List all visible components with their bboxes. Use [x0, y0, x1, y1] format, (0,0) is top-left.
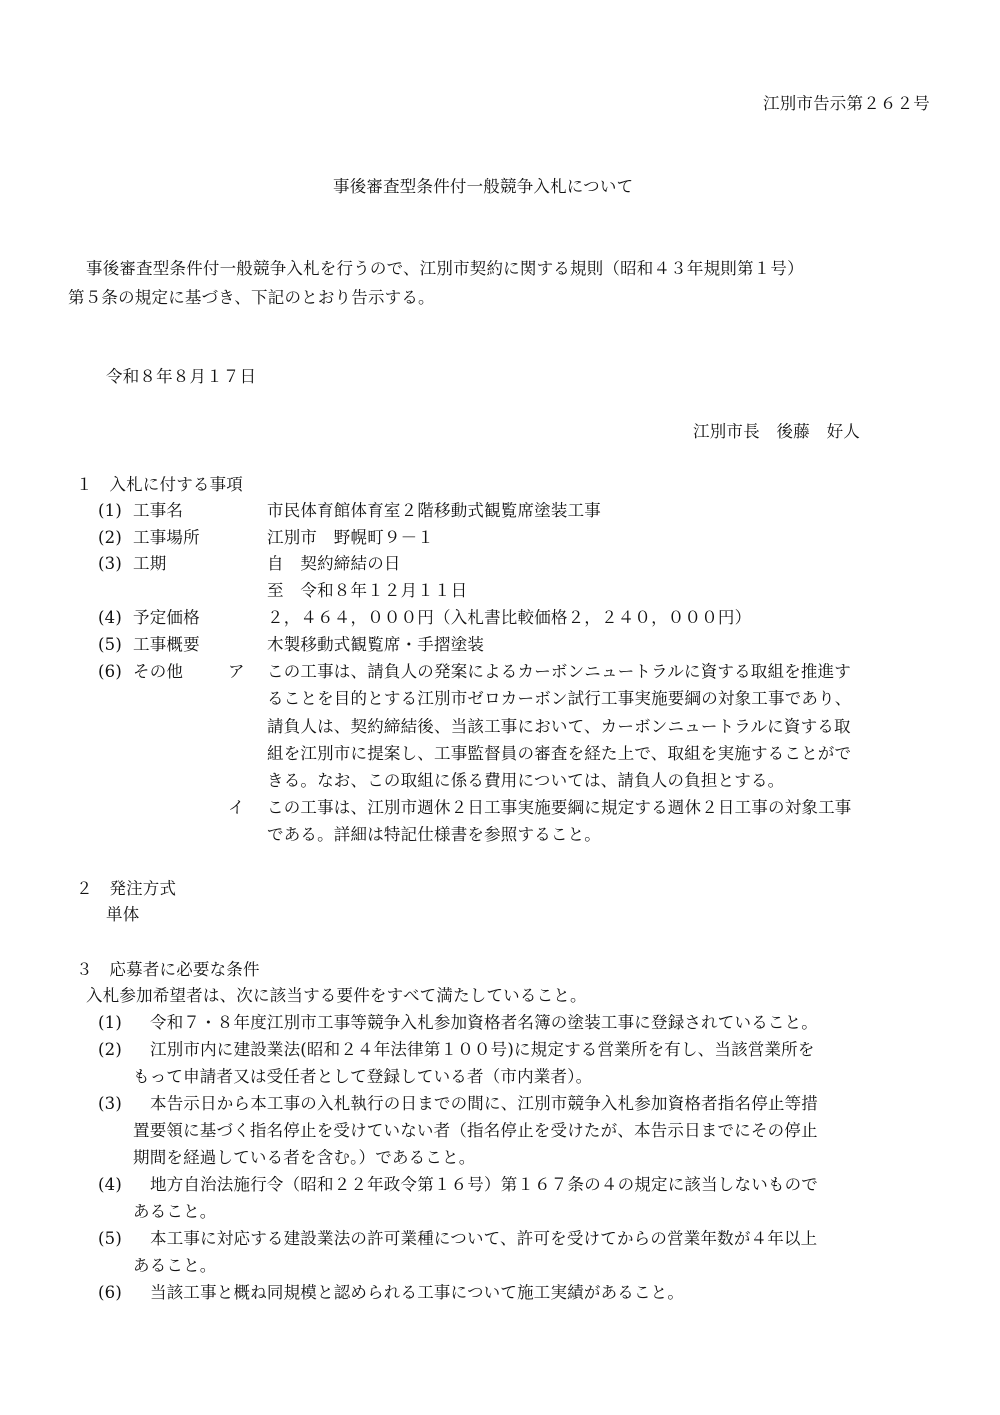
notice-date: 令和８年８月１７日 — [106, 367, 257, 386]
item-label: 予定価格 — [133, 608, 200, 627]
issuer-name: 江別市長 後藤 好人 — [693, 422, 860, 441]
item-value-end: 至 令和８年１２月１１日 — [267, 581, 468, 600]
item-value: 市民体育館体育室２階移動式観覧席塗装工事 — [267, 501, 601, 520]
item-value: 江別市 野幌町９－１ — [267, 528, 434, 547]
preamble-line-1: 事後審査型条件付一般競争入札を行うので、江別市契約に関する規則（昭和４３年規則第１号） — [86, 259, 804, 278]
requirement-line: 本告示日から本工事の入札執行の日までの間に、江別市競争入札参加資格者指名停止等措 — [150, 1094, 818, 1113]
item-value: 木製移動式観覧席・手摺塗装 — [267, 635, 485, 654]
requirement-line: 本工事に対応する建設業法の許可業種について、許可を受けてからの営業年数が４年以上 — [150, 1229, 818, 1248]
item-value: ２，４６４，０００円（入札書比較価格２，２４０，０００円） — [267, 608, 752, 627]
sub-item-marker-i: イ — [228, 798, 245, 817]
item-number: (3) — [98, 1094, 122, 1113]
paragraph-line: 請負人は、契約締結後、当該工事において、カーボンニュートラルに資する取 — [267, 717, 851, 736]
item-number: (6) — [98, 662, 122, 681]
item-label: 工期 — [133, 554, 167, 573]
section-1-heading: １ 入札に付する事項 — [76, 475, 243, 494]
requirement-line: もって申請者又は受任者として登録している者（市内業者）。 — [133, 1067, 593, 1086]
requirement-line: 期間を経過している者を含む。）であること。 — [133, 1148, 476, 1167]
item-label: 工事名 — [133, 501, 184, 520]
paragraph-line: ることを目的とする江別市ゼロカーボン試行工事実施要綱の対象工事であり、 — [267, 689, 852, 708]
item-value: 自 契約締結の日 — [267, 554, 401, 573]
section-3-heading: ３ 応募者に必要な条件 — [76, 960, 260, 979]
item-label: その他 — [133, 662, 184, 681]
requirement-line: 地方自治法施行令（昭和２２年政令第１６号）第１６７条の４の規定に該当しないもので — [150, 1175, 818, 1194]
item-number: (5) — [98, 1229, 122, 1248]
item-number: (2) — [98, 528, 122, 547]
item-number: (5) — [98, 635, 122, 654]
requirement-line: あること。 — [133, 1256, 217, 1275]
item-number: (4) — [98, 1175, 122, 1194]
requirement-line: 置要領に基づく指名停止を受けていない者（指名停止を受けたが、本告示日までにその停止 — [133, 1121, 818, 1140]
paragraph-line: この工事は、江別市週休２日工事実施要綱に規定する週休２日工事の対象工事 — [267, 798, 852, 817]
paragraph-line: 組を江別市に提案し、工事監督員の審査を経た上で、取組を実施することがで — [267, 744, 852, 763]
item-number: (6) — [98, 1283, 122, 1302]
notice-number: 江別市告示第２６２号 — [763, 94, 930, 113]
requirement-line: 当該工事と概ね同規模と認められる工事について施工実績があること。 — [150, 1283, 685, 1302]
item-number: (3) — [98, 554, 122, 573]
paragraph-line: きる。なお、この取組に係る費用については、請負人の負担とする。 — [267, 771, 785, 790]
preamble-line-2: 第５条の規定に基づき、下記のとおり告示する。 — [68, 288, 435, 307]
requirement-line: 江別市内に建設業法(昭和２４年法律第１００号)に規定する営業所を有し、当該営業所を — [150, 1040, 815, 1059]
requirement-line: あること。 — [133, 1202, 217, 1221]
paragraph-line: である。詳細は特記仕様書を参照すること。 — [267, 825, 601, 844]
item-number: (4) — [98, 608, 122, 627]
item-number: (1) — [98, 501, 122, 520]
item-number: (2) — [98, 1040, 122, 1059]
sub-item-marker-a: ア — [228, 662, 245, 681]
order-method-value: 単体 — [106, 905, 140, 924]
item-number: (1) — [98, 1013, 122, 1032]
section-2-heading: ２ 発注方式 — [76, 879, 177, 898]
section-3-intro: 入札参加希望者は、次に該当する要件をすべて満たしていること。 — [86, 986, 587, 1005]
item-label: 工事場所 — [133, 528, 200, 547]
item-label: 工事概要 — [133, 635, 200, 654]
document-title: 事後審査型条件付一般競争入札について — [333, 177, 634, 196]
paragraph-line: この工事は、請負人の発案によるカーボンニュートラルに資する取組を推進す — [267, 662, 852, 681]
requirement-line: 令和７・８年度江別市工事等競争入札参加資格者名簿の塗装工事に登録されていること。 — [150, 1013, 818, 1032]
